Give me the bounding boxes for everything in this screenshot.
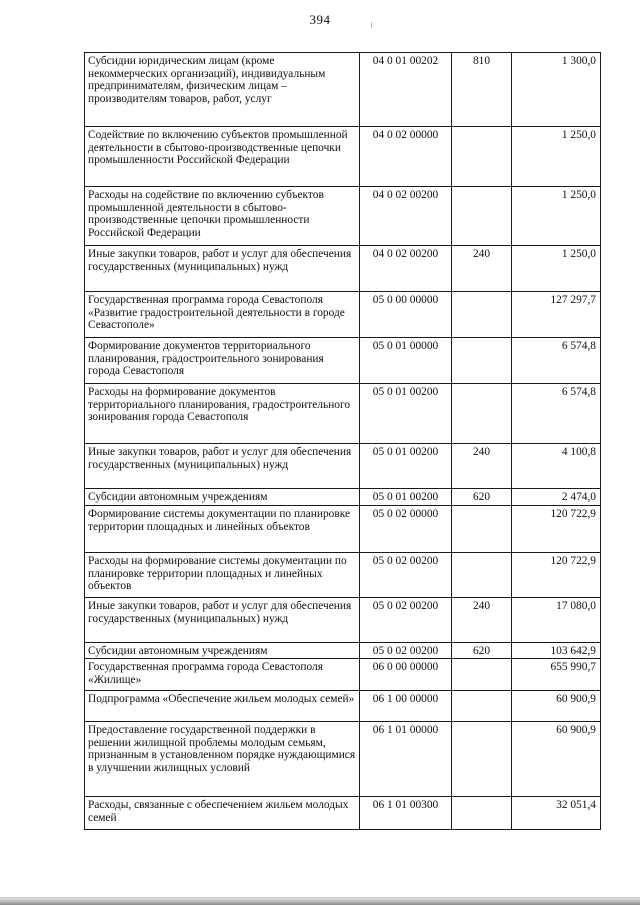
table-row xyxy=(85,187,601,246)
row-expense-type: 240 xyxy=(452,246,512,292)
row-target-code: 05 0 00 00000 xyxy=(360,292,452,338)
row-amount: 6 574,8 xyxy=(512,338,601,384)
row-amount: 6 574,8 xyxy=(512,384,601,444)
table-row xyxy=(85,506,601,553)
row-expense-type: 240 xyxy=(452,598,512,643)
row-target-code: 06 1 01 00300 xyxy=(360,797,452,830)
row-expense-type: 620 xyxy=(452,489,512,506)
table-row xyxy=(85,643,601,659)
row-amount: 127 297,7 xyxy=(512,292,601,338)
row-name: Расходы, связанные с обеспечением жильем молодых семей xyxy=(85,797,360,830)
table-row xyxy=(85,338,601,384)
table-row xyxy=(85,691,601,722)
row-name: Субсидии автономным учреждениям xyxy=(85,489,360,506)
scan-mark xyxy=(371,22,372,28)
row-expense-type: 620 xyxy=(452,643,512,659)
row-expense-type xyxy=(452,659,512,691)
row-name: Государственная программа города Севастополя «Развитие градостроительной деятельности в городе Севастополе» xyxy=(85,292,360,338)
row-amount: 120 722,9 xyxy=(512,506,601,553)
row-amount: 4 100,8 xyxy=(512,444,601,489)
row-name: Подпрограмма «Обеспечение жильем молодых семей» xyxy=(85,691,360,722)
row-expense-type: 240 xyxy=(452,444,512,489)
row-expense-type xyxy=(452,797,512,830)
row-amount: 655 990,7 xyxy=(512,659,601,691)
row-amount: 32 051,4 xyxy=(512,797,601,830)
row-name: Расходы на содействие по включению субъектов промышленной деятельности в сбытово-производственные цепочки промышленности Российской Федерации xyxy=(85,187,360,246)
table-row xyxy=(85,246,601,292)
row-amount: 2 474,0 xyxy=(512,489,601,506)
row-target-code: 05 0 01 00200 xyxy=(360,489,452,506)
row-amount: 60 900,9 xyxy=(512,691,601,722)
table-row xyxy=(85,489,601,506)
row-target-code: 05 0 01 00200 xyxy=(360,444,452,489)
row-target-code: 05 0 02 00200 xyxy=(360,553,452,598)
scan-edge xyxy=(0,898,640,905)
row-target-code: 05 0 02 00200 xyxy=(360,643,452,659)
row-name: Расходы на формирование документов территориального планирования, градостроительного зонирования города Севастополя xyxy=(85,384,360,444)
table-row xyxy=(85,384,601,444)
table-row xyxy=(85,553,601,598)
row-amount: 120 722,9 xyxy=(512,553,601,598)
table-row xyxy=(85,598,601,643)
row-name: Формирование документов территориального планирования, градостроительного зонирования города Севастополя xyxy=(85,338,360,384)
row-name: Формирование системы документации по планировке территории площадных и линейных объектов xyxy=(85,506,360,553)
row-name: Содействие по включению субъектов промышленной деятельности в сбытово-производственные цепочки промышленности Российской Федерации xyxy=(85,127,360,187)
row-name: Иные закупки товаров, работ и услуг для обеспечения государственных (муниципальных) нужд xyxy=(85,444,360,489)
table-row xyxy=(85,127,601,187)
row-name: Субсидии юридическим лицам (кроме некоммерческих организаций), индивидуальным предпринимателям, физическим лицам – производителям товаров, работ, услуг xyxy=(85,53,360,127)
row-expense-type xyxy=(452,338,512,384)
row-expense-type xyxy=(452,506,512,553)
row-expense-type xyxy=(452,553,512,598)
row-expense-type xyxy=(452,187,512,246)
row-amount: 17 080,0 xyxy=(512,598,601,643)
row-target-code: 06 0 00 00000 xyxy=(360,659,452,691)
row-target-code: 05 0 01 00200 xyxy=(360,384,452,444)
row-expense-type xyxy=(452,722,512,797)
row-name: Государственная программа города Севастополя «Жилище» xyxy=(85,659,360,691)
row-target-code: 04 0 02 00000 xyxy=(360,127,452,187)
row-target-code: 04 0 02 00200 xyxy=(360,246,452,292)
row-amount: 60 900,9 xyxy=(512,722,601,797)
row-target-code: 06 1 00 00000 xyxy=(360,691,452,722)
row-name: Предоставление государственной поддержки в решении жилищной проблемы молодым семьям, признанным в установленном порядке нуждающимися в улучшении жилищных условий xyxy=(85,722,360,797)
row-target-code: 06 1 01 00000 xyxy=(360,722,452,797)
row-target-code: 04 0 02 00200 xyxy=(360,187,452,246)
row-target-code: 05 0 02 00200 xyxy=(360,598,452,643)
row-target-code: 05 0 02 00000 xyxy=(360,506,452,553)
row-name: Субсидии автономным учреждениям xyxy=(85,643,360,659)
row-target-code: 05 0 01 00000 xyxy=(360,338,452,384)
row-amount: 1 250,0 xyxy=(512,127,601,187)
table-row xyxy=(85,53,601,127)
row-expense-type xyxy=(452,691,512,722)
row-name: Иные закупки товаров, работ и услуг для обеспечения государственных (муниципальных) нужд xyxy=(85,598,360,643)
row-amount: 1 250,0 xyxy=(512,246,601,292)
row-name: Расходы на формирование системы документации по планировке территории площадных и линейных объектов xyxy=(85,553,360,598)
row-expense-type: 810 xyxy=(452,53,512,127)
table-row xyxy=(85,659,601,691)
row-amount: 1 250,0 xyxy=(512,187,601,246)
row-amount: 1 300,0 xyxy=(512,53,601,127)
table-row xyxy=(85,444,601,489)
row-target-code: 04 0 01 00202 xyxy=(360,53,452,127)
row-name: Иные закупки товаров, работ и услуг для обеспечения государственных (муниципальных) нужд xyxy=(85,246,360,292)
table-row xyxy=(85,797,601,830)
row-expense-type xyxy=(452,292,512,338)
budget-table xyxy=(84,52,601,830)
row-expense-type xyxy=(452,384,512,444)
table-row xyxy=(85,722,601,797)
table-row xyxy=(85,292,601,338)
page-number: 394 xyxy=(309,12,331,27)
row-expense-type xyxy=(452,127,512,187)
row-amount: 103 642,9 xyxy=(512,643,601,659)
